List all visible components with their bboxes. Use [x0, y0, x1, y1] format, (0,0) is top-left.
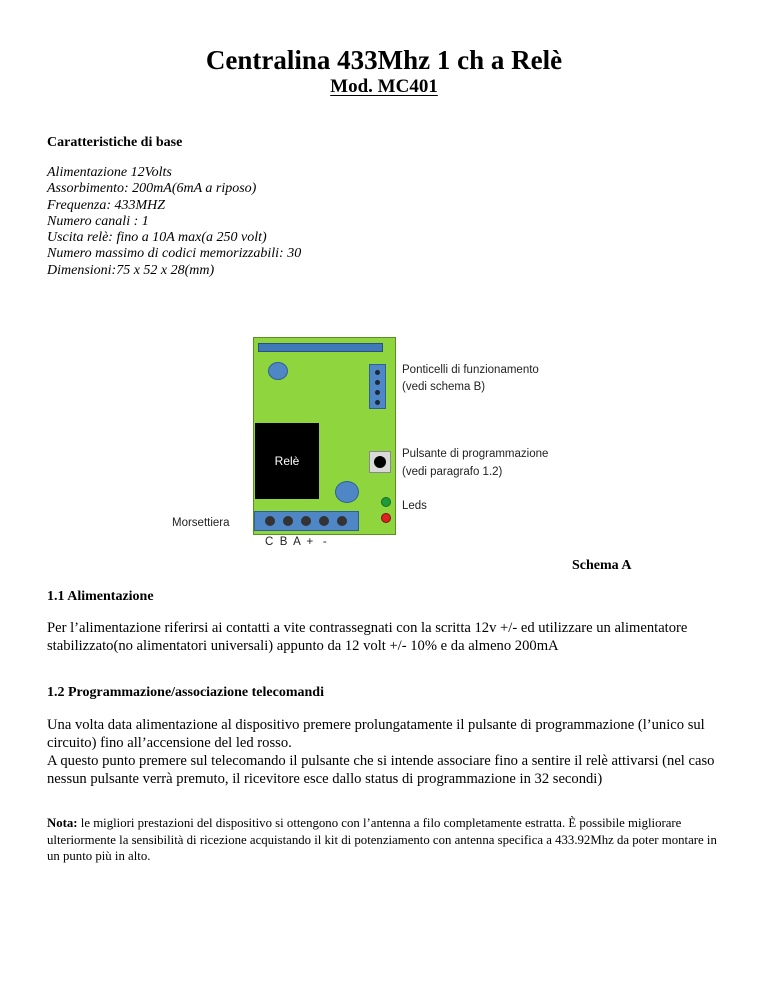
specs-list	[47, 165, 301, 279]
trimmer-top	[268, 362, 288, 380]
spec-item: Assorbimento: 200mA(6mA a riposo)	[47, 181, 257, 197]
jumpers-label: Ponticelli di funzionamento	[402, 364, 539, 376]
note-label: Nota:	[47, 816, 78, 830]
specs-heading: Caratteristiche di base	[47, 135, 183, 150]
trimmer-bottom	[335, 481, 359, 503]
figure-caption: Schema A	[572, 558, 632, 573]
led-green	[381, 497, 391, 507]
document-title: Centralina 433Mhz 1 ch a Relè	[205, 45, 563, 75]
spec-item: Numero canali : 1	[47, 213, 149, 229]
terminal-pins-label: C B A + -	[265, 536, 327, 548]
antenna-connector	[258, 343, 383, 352]
spec-item: Dimensioni:75 x 52 x 28(mm)	[47, 262, 215, 278]
leds-label: Leds	[402, 500, 427, 512]
section-1-2-text-1: Una volta data alimentazione al dispositivo premere prolungatamente il pulsante di programmazione (l’unico sul circuito) fino all’accensione del led rosso.	[47, 717, 705, 751]
spec-item: Alimentazione 12Volts	[47, 165, 172, 180]
model-label: Mod. MC401	[330, 76, 438, 97]
jumpers-label-ref: (vedi schema B)	[402, 381, 486, 393]
model-subtitle	[0, 75, 768, 99]
spec-item: Numero massimo di codici memorizzabili: 30	[47, 246, 302, 262]
jumpers-block	[369, 364, 386, 409]
spec-item: Uscita relè: fino a 10A max(a 250 volt)	[47, 230, 267, 246]
led-red	[381, 513, 391, 523]
section-1-2-heading: 1.2 Programmazione/associazione telecomandi	[47, 685, 324, 700]
program-button	[369, 451, 391, 473]
button-label-ref: (vedi paragrafo 1.2)	[402, 466, 503, 478]
terminal-block	[254, 511, 359, 531]
terminal-label: Morsettiera	[172, 517, 230, 529]
relay-label: Relè	[274, 454, 300, 468]
relay-component	[255, 423, 319, 499]
section-1-1-heading: 1.1 Alimentazione	[47, 589, 154, 604]
note-paragraph	[47, 815, 727, 865]
spec-item: Frequenza: 433MHZ	[47, 197, 166, 213]
note-text: le migliori prestazioni del dispositivo si ottengono con l’antenna a filo completamente estratta. È possibile migliorare ulteriormente la sensibilità di ricezione acquistando il kit di potenziamento con antenna specifica a 433.92Mhz da poter montare in un punto più in alto.	[47, 816, 717, 863]
section-1-1-text: Per l’alimentazione riferirsi ai contatti a vite contrassegnati con la scritta 12v +/- ed utilizzare un alimentatore stabilizzato(no alimentatori universali) appunto da 12 volt +/- 10% e da almeno 200mA	[47, 620, 688, 654]
button-label: Pulsante di programmazione	[402, 448, 549, 460]
section-1-2-text-2: A questo punto premere sul telecomando il pulsante che si intende associare fino a sentire il relè attivarsi (nel caso nessun pulsante verrà premuto, il ricevitore esce dallo status di programmazione in 32 secondi)	[47, 753, 715, 787]
